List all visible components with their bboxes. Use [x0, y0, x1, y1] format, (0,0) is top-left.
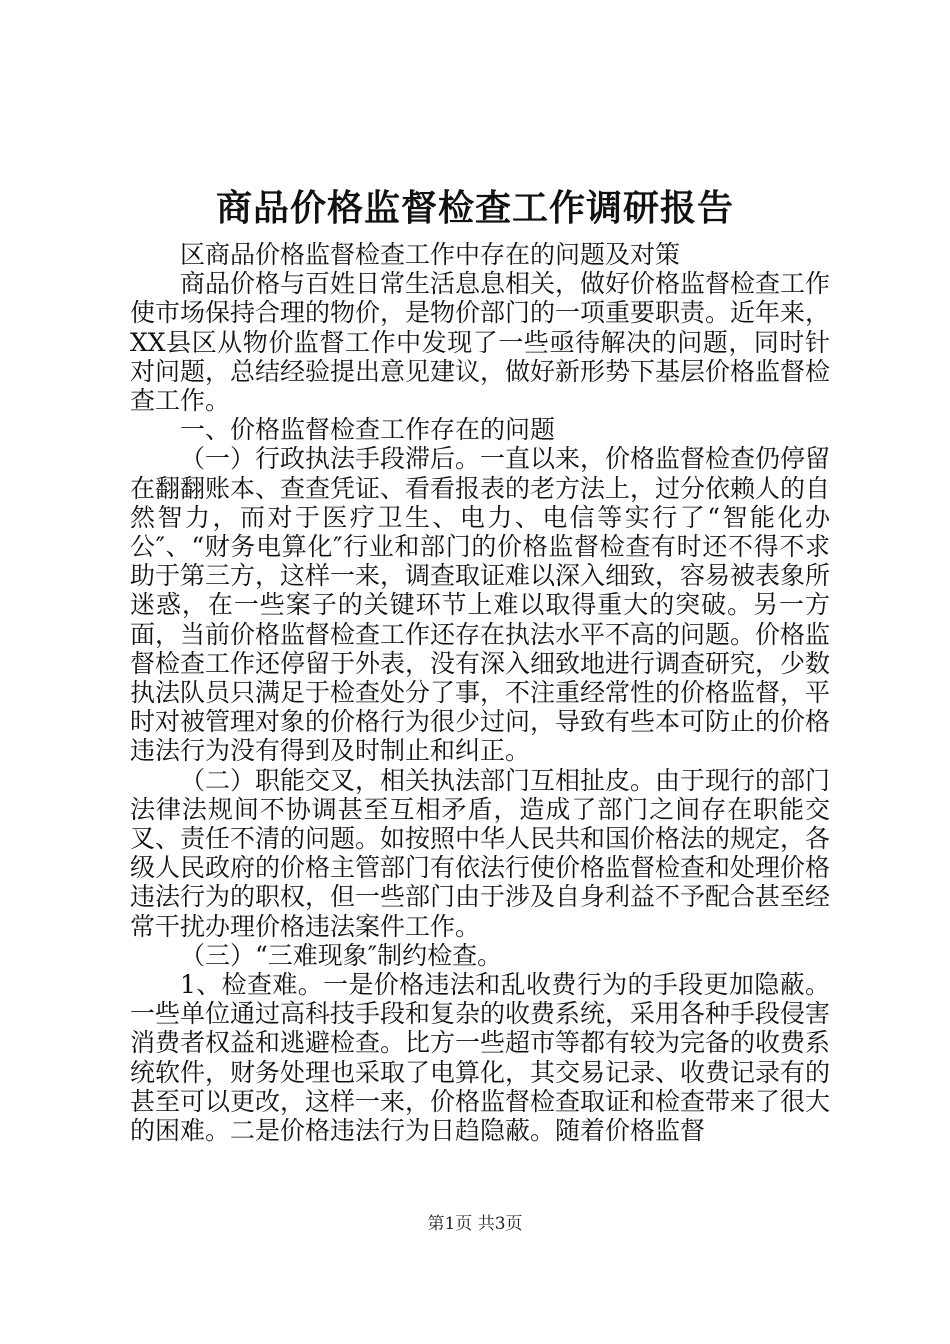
intro-paragraph: 商品价格与百姓日常生活息息相关，做好价格监督检查工作使市场保持合理的物价，是物价部门的一项重要职责。近年来，XX县区从物价监督工作中发现了一些亟待解决的问题，同时针对问题，总结经验提出意见建议，做好新形势下基层价格监督检查工作。	[130, 269, 831, 416]
section-heading: 一、价格监督检查工作存在的问题	[180, 415, 556, 445]
document-body	[130, 240, 830, 1145]
page-number-footer: 第1页 共3页	[427, 1214, 523, 1234]
problem-paragraph-2: （二）职能交叉，相关执法部门互相扯皮。由于现行的部门法律法规间不协调甚至互相矛盾，造成了部门之间存在职能交叉、责任不清的问题。如按照中华人民共和国价格法的规定，各级人民政府的价格主管部门有依法行使价格监督检查和处理价格违法行为的职权，但一些部门由于涉及自身利益不予配合甚至经常干扰办理价格违法案件工作。	[130, 765, 831, 941]
inspection-difficulty-paragraph: 1、检查难。一是价格违法和乱收费行为的手段更加隐蔽。一些单位通过高科技手段和复杂的收费系统，采用各种手段侵害消费者权益和逃避检查。比方一些超市等都有较为完备的收费系统软件，财务处理也采取了电算化，其交易记录、收费记录有的甚至可以更改，这样一来，价格监督检查取证和检查带来了很大的困难。二是价格违法行为日趋隐蔽。随着价格监督	[130, 970, 831, 1146]
problem-paragraph-3: （三）“三难现象″制约检查。	[180, 940, 503, 970]
document-title: 商品价格监督检查工作调研报告	[215, 187, 734, 229]
subtitle-paragraph: 区商品价格监督检查工作中存在的问题及对策	[180, 240, 681, 269]
problem-paragraph-1: （一）行政执法手段滞后。一直以来，价格监督检查仍停留在翻翻账本、查查凭证、看看报表的老方法上，过分依赖人的自然智力，而对于医疗卫生、电力、电信等实行了“智能化办公″、“财务电算化″行业和部门的价格监督检查有时还不得不求助于第三方，这样一来，调查取证难以深入细致，容易被表象所迷惑，在一些案子的关键环节上难以取得重大的突破。另一方面，当前价格监督检查工作还存在执法水平不高的问题。价格监督检查工作还停留于外表，没有深入细致地进行调查研究，少数执法队员只满足于检查处分了事，不注重经常性的价格监督，平时对被管理对象的价格行为很少过问，导致有些本可防止的价格违法行为没有得到及时制止和纠正。	[130, 444, 831, 766]
